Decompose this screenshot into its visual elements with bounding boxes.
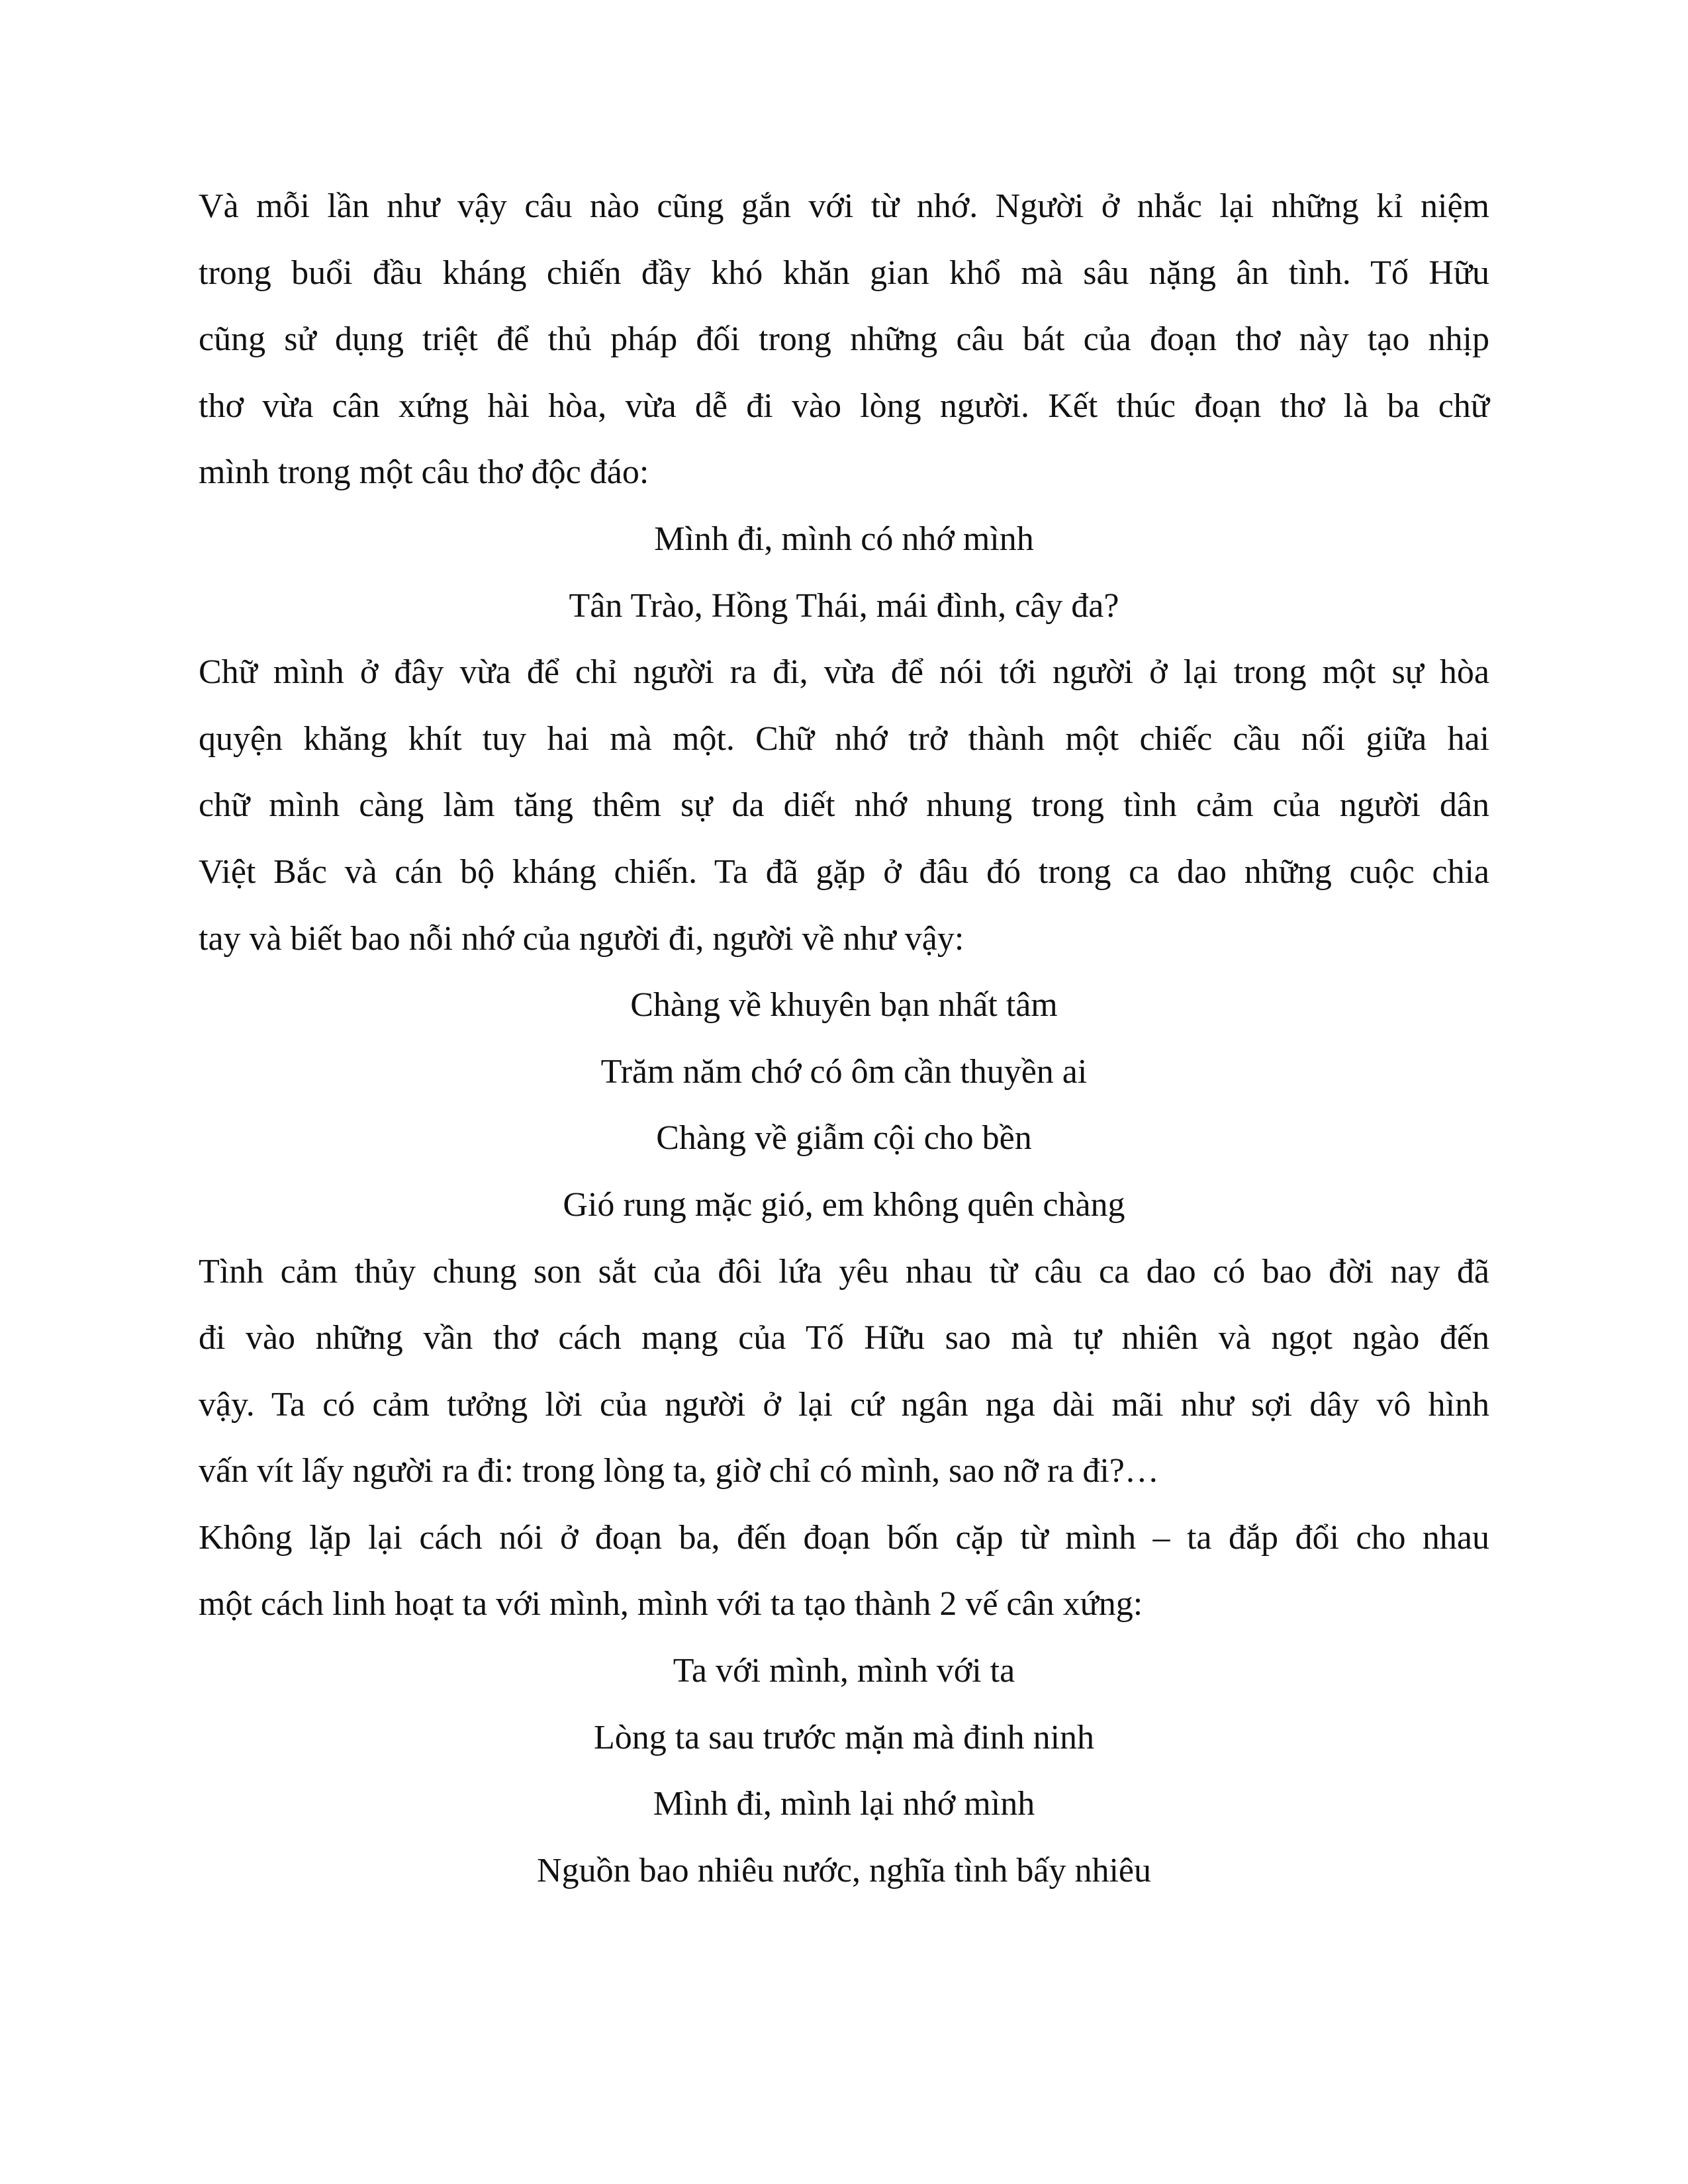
poem-line: Ta với mình, mình với ta: [673, 1652, 1015, 1690]
paragraph-1: [199, 173, 1489, 506]
poem-line: Chàng về khuyên bạn nhất tâm: [630, 986, 1058, 1024]
poem-line: Trăm năm chớ có ôm cần thuyền ai: [600, 1052, 1088, 1091]
text-line: Tình cảm thủy chung son sắt của đôi lứa yêu nhau từ câu ca dao có bao đời nay đã: [199, 1252, 1489, 1291]
poem-line: Chàng về giẫm cội cho bền: [656, 1119, 1032, 1158]
paragraph-3: [199, 1239, 1489, 1505]
text-line: cũng sử dụng triệt để thủ pháp đối trong những câu bát của đoạn thơ này tạo nhịp: [199, 320, 1489, 359]
poem-excerpt-1: [199, 506, 1489, 639]
poem-line: Lòng ta sau trước mặn mà đinh ninh: [593, 1718, 1095, 1756]
text-line: Chữ mình ở đây vừa để chỉ người ra đi, vừa để nói tới người ở lại trong một sự hòa: [199, 653, 1489, 692]
poem-excerpt-2: [199, 972, 1489, 1238]
poem-line: Tân Trào, Hồng Thái, mái đình, cây đa?: [569, 586, 1119, 625]
text-line: một cách linh hoạt ta với mình, mình với ta tạo thành 2 vế cân xứng:: [199, 1585, 1143, 1623]
text-line: trong buổi đầu kháng chiến đầy khó khăn gian khổ mà sâu nặng ân tình. Tố Hữu: [199, 253, 1489, 292]
text-line: thơ vừa cân xứng hài hòa, vừa dễ đi vào lòng người. Kết thúc đoạn thơ là ba chữ: [199, 387, 1489, 425]
document-page: [199, 173, 1489, 1904]
text-line: mình trong một câu thơ độc đáo:: [199, 453, 649, 492]
text-line: vậy. Ta có cảm tưởng lời của người ở lại cứ ngân nga dài mãi như sợi dây vô hình: [199, 1385, 1489, 1424]
paragraph-2: [199, 639, 1489, 972]
text-line: Không lặp lại cách nói ở đoạn ba, đến đoạn bốn cặp từ mình – ta đắp đổi cho nhau: [199, 1518, 1489, 1557]
poem-line: Mình đi, mình lại nhớ mình: [653, 1785, 1035, 1823]
poem-line: Nguồn bao nhiêu nước, nghĩa tình bấy nhiêu: [537, 1851, 1151, 1889]
poem-line: Mình đi, mình có nhớ mình: [654, 520, 1034, 558]
poem-excerpt-3: [199, 1638, 1489, 1904]
text-line: quyện khăng khít tuy hai mà một. Chữ nhớ trở thành một chiếc cầu nối giữa hai: [199, 719, 1489, 758]
text-line: chữ mình càng làm tăng thêm sự da diết nhớ nhung trong tình cảm của người dân: [199, 786, 1489, 825]
text-line: đi vào những vần thơ cách mạng của Tố Hữu sao mà tự nhiên và ngọt ngào đến: [199, 1319, 1489, 1357]
poem-line: Gió rung mặc gió, em không quên chàng: [563, 1185, 1125, 1224]
text-line: vấn vít lấy người ra đi: trong lòng ta, giờ chỉ có mình, sao nỡ ra đi?…: [199, 1452, 1159, 1490]
text-line: Việt Bắc và cán bộ kháng chiến. Ta đã gặp ở đâu đó trong ca dao những cuộc chia: [199, 852, 1489, 891]
text-line: tay và biết bao nỗi nhớ của người đi, người về như vậy:: [199, 919, 964, 958]
paragraph-4: [199, 1505, 1489, 1638]
text-line: Và mỗi lần như vậy câu nào cũng gắn với từ nhớ. Người ở nhắc lại những kỉ niệm: [199, 187, 1489, 225]
